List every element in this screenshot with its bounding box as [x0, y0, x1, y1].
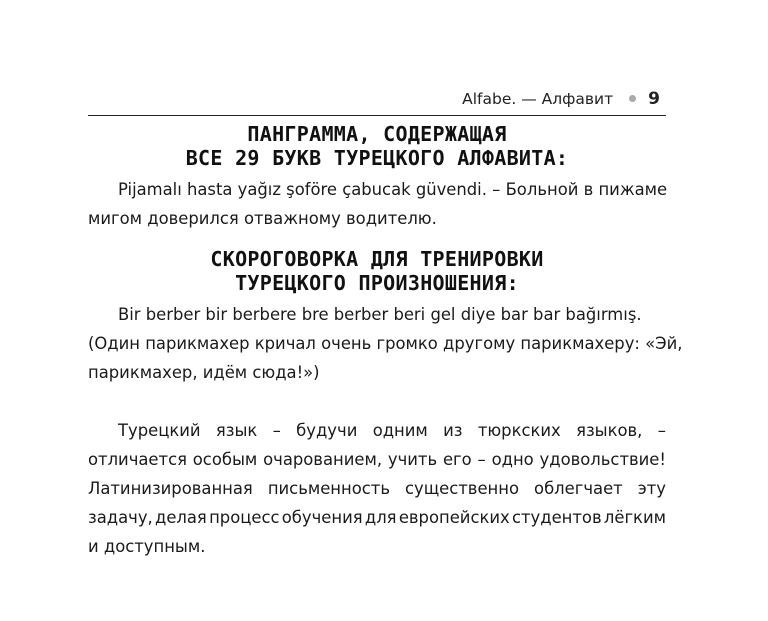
paragraph-word: из	[443, 421, 463, 440]
paragraph-word: удовольствие!	[539, 450, 666, 469]
paragraph-word: студентов	[511, 508, 602, 527]
paragraph-word: учить	[387, 450, 438, 469]
paragraph-word: делая	[155, 508, 207, 527]
pangram-text-line-1: Pijamalı hasta yağız şoföre çabucak güvendi. – Больной в пижаме	[118, 180, 668, 199]
paragraph-line-4	[88, 503, 666, 532]
paragraph-line-5: и доступным.	[88, 537, 206, 556]
paragraph-word: европейских	[398, 508, 510, 527]
paragraph-word: одно	[491, 450, 534, 469]
intro-paragraph	[88, 416, 666, 561]
book-page	[88, 82, 683, 561]
pangram-heading-line-1: ПАНГРАММА, СОДЕРЖАЩАЯ	[247, 122, 507, 146]
paragraph-word: задачу,	[88, 508, 153, 527]
paragraph-word: –	[657, 421, 666, 440]
tongue-twister-text	[88, 300, 683, 387]
paragraph-word: одним	[372, 421, 428, 440]
paragraph-line-1	[88, 416, 666, 445]
paragraph-word: очарованием,	[263, 450, 383, 469]
paragraph-word: облегчает	[534, 479, 623, 498]
pangram-text-line-2: мигом доверился отважному водителю.	[88, 209, 437, 228]
paragraph-line-2	[88, 445, 666, 474]
tongue-twister-heading	[88, 247, 666, 295]
paragraph-word: Турецкий	[118, 421, 201, 440]
running-head-title: Alfabe. — Алфавит	[462, 89, 614, 108]
paragraph-word: языков,	[576, 421, 643, 440]
paragraph-word: обучения	[281, 508, 363, 527]
tongue-twister-text-line-1: Bir berber bir berbere bre berber beri gel diye bar bar bağırmış.	[118, 305, 642, 324]
bullet-dot-icon	[629, 95, 636, 102]
paragraph-word: существенно	[405, 479, 520, 498]
paragraph-word: –	[272, 421, 281, 440]
paragraph-word: язык	[215, 421, 258, 440]
paragraph-word: отличается	[88, 450, 187, 469]
paragraph-word: эту	[637, 479, 666, 498]
paragraph-word: лёгким	[603, 508, 666, 527]
tongue-twister-text-line-2: (Один парикмахер кричал очень громко другому парикмахеру: «Эй,	[88, 334, 683, 353]
paragraph-word: его	[442, 450, 472, 469]
paragraph-word: тюркских	[477, 421, 561, 440]
paragraph-word: будучи	[296, 421, 358, 440]
pangram-heading-line-2: ВСЕ 29 БУКВ ТУРЕЦКОГО АЛФАВИТА:	[185, 146, 569, 170]
paragraph-word: процесс	[209, 508, 280, 527]
paragraph-word: для	[364, 508, 397, 527]
paragraph-word: особым	[192, 450, 258, 469]
paragraph-word: письменность	[267, 479, 390, 498]
pangram-text	[88, 175, 666, 233]
paragraph-line-3	[88, 474, 666, 503]
pangram-heading	[88, 122, 666, 170]
tongue-twister-text-line-3: парикмахер, идём сюда!»)	[88, 363, 320, 382]
paragraph-word: –	[477, 450, 486, 469]
tongue-twister-heading-line-2: ТУРЕЦКОГО ПРОИЗНОШЕНИЯ:	[235, 271, 519, 295]
paragraph-word: Латинизированная	[88, 479, 253, 498]
page-number: 9	[648, 88, 660, 109]
tongue-twister-heading-line-1: СКОРОГОВОРКА ДЛЯ ТРЕНИРОВКИ	[210, 247, 544, 271]
running-head	[88, 82, 666, 116]
